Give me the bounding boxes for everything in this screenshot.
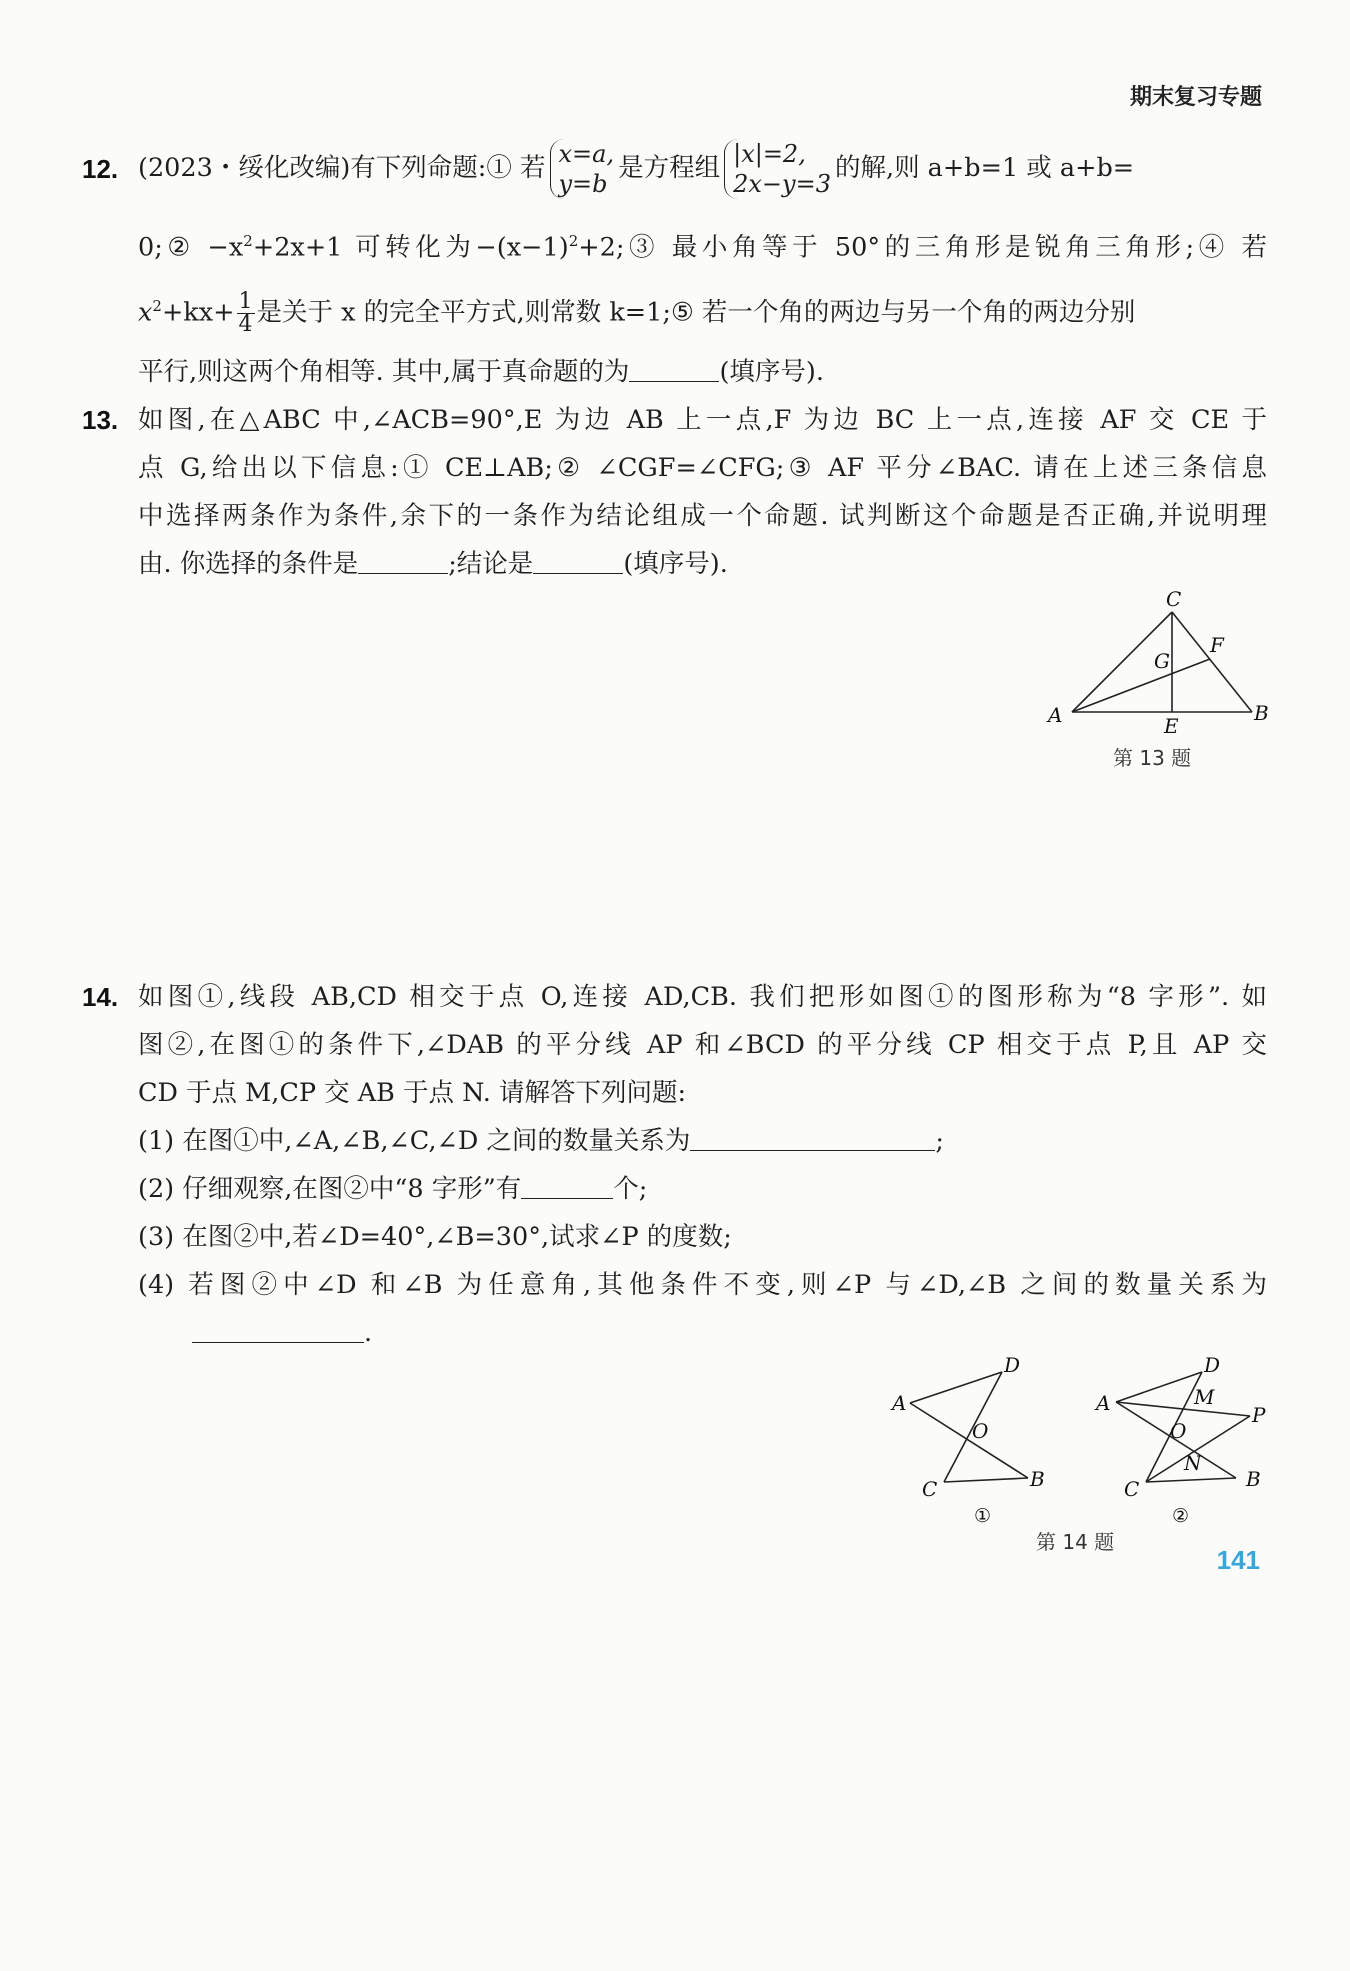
- equation: 2x−y=3: [733, 170, 831, 198]
- label-C: C: [1166, 590, 1182, 611]
- section-header: 期末复习专题: [1129, 85, 1262, 110]
- text: 是关于 x 的完全平方式,则常数 k=1;⑤ 若一个角的两边与另一个角的两边分别: [256, 297, 1136, 328]
- text: +kx+: [161, 297, 235, 328]
- problem-line: [138, 451, 1267, 485]
- problem-line: [138, 278, 1267, 341]
- label-A: A: [892, 1391, 907, 1415]
- problem-number: 14.: [82, 982, 119, 1012]
- text: .: [364, 1318, 373, 1348]
- text: (填序号).: [719, 357, 824, 387]
- label-D: D: [1004, 1353, 1021, 1377]
- label-P: P: [1252, 1403, 1266, 1427]
- equation: y=b: [558, 170, 608, 198]
- label-G: G: [1154, 649, 1170, 673]
- question-4: [138, 1268, 1267, 1302]
- text: +2x+1 可转化为−(x−1): [252, 232, 569, 263]
- text: 是方程组: [618, 153, 721, 183]
- problem-line: [138, 224, 1267, 265]
- text: 平行,则这两个角相等. 其中,属于真命题的为: [138, 357, 630, 387]
- problem-line: [138, 499, 1267, 533]
- text: 中选择两条作为条件,余下的一条作为结论组成一个命题. 试判断这个命题是否正确,并说明理: [138, 501, 1267, 531]
- problem-line: [138, 980, 1267, 1014]
- label-O: O: [1170, 1419, 1187, 1443]
- label-M: M: [1194, 1385, 1215, 1409]
- text: ;: [935, 1126, 945, 1156]
- equation: |x|=2,: [733, 140, 806, 168]
- answer-blank[interactable]: [192, 1318, 364, 1343]
- label-B: B: [1030, 1467, 1045, 1491]
- question-1: [138, 1124, 1267, 1158]
- text: (3) 在图②中,若∠D=40°,∠B=30°,试求∠P 的度数;: [138, 1222, 732, 1252]
- figure-14-2: [1092, 1352, 1292, 1532]
- figure-tag-1: ①: [974, 1505, 992, 1527]
- figure-14-1: [888, 1352, 1088, 1532]
- label-N: N: [1184, 1451, 1202, 1475]
- label-A: A: [1048, 703, 1063, 727]
- question-3: [138, 1220, 1267, 1254]
- problem-line: [138, 355, 1267, 389]
- text: x: [138, 297, 153, 328]
- text: 如图,在△ABC 中,∠ACB=90°,E 为边 AB 上一点,F 为边 BC 上一点,连接 AF 交 CE 于: [138, 405, 1267, 435]
- text: 如图①,线段 AB,CD 相交于点 O,连接 AD,CB. 我们把形如图①的图形称为“8 字形”. 如: [138, 982, 1267, 1012]
- text: CD 于点 M,CP 交 AB 于点 N. 请解答下列问题:: [138, 1078, 687, 1108]
- text: (2) 仔细观察,在图②中“8 字形”有: [138, 1174, 522, 1204]
- equation: x=a,: [558, 140, 615, 168]
- problem-line: [138, 403, 1267, 437]
- problem-line: [138, 138, 1267, 199]
- answer-blank[interactable]: [629, 357, 719, 382]
- problem-line: [138, 1028, 1267, 1062]
- figure-13-caption: 第 13 题: [1113, 746, 1192, 770]
- page-number: 141: [1216, 1545, 1260, 1575]
- problem-source: (2023・绥化改编): [138, 153, 351, 183]
- label-D: D: [1204, 1353, 1221, 1377]
- problem-number: 12.: [82, 154, 119, 184]
- answer-blank[interactable]: [690, 1126, 935, 1151]
- equation-system-1: [550, 139, 615, 199]
- text: 个;: [613, 1174, 648, 1204]
- exponent: 2: [152, 297, 162, 315]
- text: (1) 在图①中,∠A,∠B,∠C,∠D 之间的数量关系为: [138, 1126, 691, 1156]
- text: 图②,在图①的条件下,∠DAB 的平分线 AP 和∠BCD 的平分线 CP 相交于点 P,且 AP 交: [138, 1030, 1267, 1060]
- conclusion-blank[interactable]: [533, 549, 623, 574]
- problem-line: [138, 1076, 1267, 1110]
- label-C: C: [1124, 1477, 1140, 1501]
- text: 的解,则 a+b=1 或 a+b=: [834, 153, 1135, 183]
- problem-line: [138, 547, 1267, 581]
- exponent: 2: [243, 232, 253, 250]
- fraction: [237, 291, 255, 336]
- label-F: F: [1210, 633, 1224, 657]
- label-B: B: [1254, 701, 1269, 725]
- label-C: C: [922, 1477, 938, 1501]
- text: 有下列命题:① 若: [350, 153, 546, 183]
- problem-number: 13.: [82, 405, 119, 435]
- text: 点 G,给出以下信息:① CE⊥AB;② ∠CGF=∠CFG;③ AF 平分∠BAC. 请在上述三条信息: [138, 453, 1267, 483]
- label-O: O: [972, 1419, 989, 1443]
- question-4-answer: [192, 1316, 1267, 1350]
- label-E: E: [1164, 714, 1179, 738]
- denominator: 4: [238, 312, 253, 337]
- problem-14: [82, 980, 1267, 1360]
- text: +2;③ 最小角等于 50°的三角形是锐角三角形;④ 若: [578, 232, 1268, 263]
- answer-blank[interactable]: [521, 1174, 613, 1199]
- text: 由. 你选择的条件是: [138, 549, 359, 579]
- figure-14-caption: 第 14 题: [1036, 1530, 1115, 1554]
- label-B: B: [1246, 1467, 1261, 1491]
- figure-13: [1040, 590, 1270, 740]
- label-A: A: [1096, 1391, 1111, 1415]
- figure-tag-2: ②: [1172, 1505, 1190, 1527]
- exponent: 2: [568, 232, 579, 250]
- numerator: 1: [238, 289, 253, 314]
- condition-blank[interactable]: [358, 549, 448, 574]
- question-2: [138, 1172, 1267, 1206]
- problem-12: [82, 130, 1267, 400]
- text: 0;② −x: [138, 232, 244, 263]
- text: (4) 若图②中∠D 和∠B 为任意角,其他条件不变,则∠P 与∠D,∠B 之间的数量关系为: [138, 1270, 1267, 1300]
- equation-system-2: [724, 139, 831, 199]
- text: (填序号).: [623, 549, 728, 579]
- text: ;结论是: [448, 549, 534, 579]
